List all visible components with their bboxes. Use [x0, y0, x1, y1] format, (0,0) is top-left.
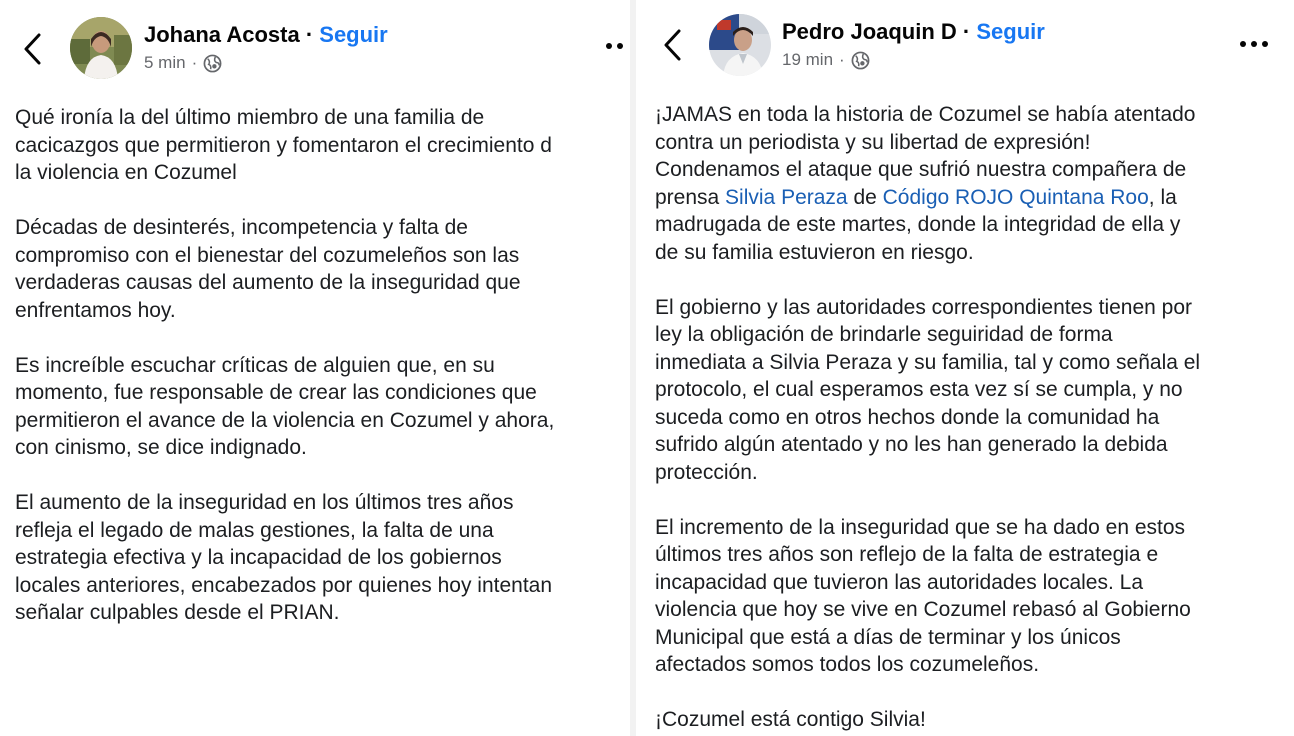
- text-line: El aumento de la inseguridad en los últimos tres años: [15, 491, 514, 514]
- post-text: [15, 104, 554, 627]
- meta-separator: ·: [191, 53, 198, 72]
- text-line: violencia que hoy se vive en Cozumel rebasó al Gobierno: [655, 598, 1191, 621]
- more-options-icon[interactable]: [1236, 39, 1272, 49]
- post-paragraph-3: [655, 514, 1200, 679]
- back-chevron-icon[interactable]: [660, 28, 686, 62]
- post-paragraph-2: [655, 294, 1200, 487]
- text-fragment: , la: [1148, 185, 1177, 209]
- text-line: con cinismo, se dice indignado.: [15, 436, 307, 459]
- text-line: Municipal que está a días de terminar y los únicos: [655, 625, 1121, 649]
- more-options-icon[interactable]: [602, 41, 626, 51]
- post-paragraph-3: [15, 352, 554, 462]
- text-line: momento, fue responsable de crear las condiciones que: [15, 381, 537, 404]
- text-line: señalar culpables desde el PRIAN.: [15, 601, 340, 624]
- text-line: Qué ironía la del último miembro de una familia de: [15, 106, 485, 129]
- right-post-panel: [640, 0, 1294, 736]
- post-meta: [144, 53, 222, 73]
- text-fragment: de: [847, 185, 883, 209]
- author-name[interactable]: Johana Acosta: [144, 22, 300, 47]
- author-name-row: [782, 19, 1045, 45]
- globe-icon: [851, 51, 870, 70]
- text-line: suceda como en otros hechos donde la comunidad ha: [655, 405, 1160, 429]
- text-line: cacicazgos que permitieron y fomentaron el crecimiento d: [15, 133, 552, 157]
- text-line: El incremento de la inseguridad que se ha dado en estos: [655, 515, 1186, 539]
- mention-codigo-rojo-link[interactable]: Código ROJO Quintana Roo: [882, 185, 1149, 209]
- back-chevron-icon[interactable]: [20, 32, 46, 66]
- post-text: [655, 101, 1200, 734]
- text-line: El gobierno y las autoridades correspondientes tienen por: [655, 295, 1193, 319]
- post-meta: [782, 50, 870, 70]
- mention-silvia-peraza-link[interactable]: Silvia Peraza: [725, 185, 848, 209]
- post-paragraph-1: [655, 101, 1200, 266]
- post-paragraph-1: [15, 104, 554, 187]
- text-line: madrugada de este martes, donde la integridad de ella y: [655, 213, 1181, 236]
- follow-button[interactable]: Seguir: [976, 19, 1045, 44]
- text-line: de su familia estuvieron en riesgo.: [655, 240, 974, 264]
- text-line: afectados somos todos los cozumeleños.: [655, 653, 1040, 676]
- text-line: inmediata a Silvia Peraza y su familia, tal y como señala el: [655, 350, 1201, 374]
- text-line: permitieron el avance de la violencia en Cozumel y ahora,: [15, 408, 555, 432]
- text-line: protección.: [655, 460, 758, 484]
- text-line: ¡JAMAS en toda la historia de Cozumel se había atentado: [655, 103, 1196, 126]
- text-line: locales anteriores, encabezados por quienes hoy intentan: [15, 573, 553, 597]
- author-name[interactable]: Pedro Joaquin D: [782, 19, 957, 44]
- text-line: estrategia efectiva y la incapacidad de los gobiernos: [15, 546, 502, 569]
- panel-divider: [630, 0, 636, 736]
- text-line: compromiso con el bienestar del cozumeleños son las: [15, 243, 520, 267]
- globe-icon: [203, 54, 222, 73]
- meta-separator: ·: [839, 50, 845, 69]
- author-avatar[interactable]: [709, 14, 771, 76]
- text-line: Es increíble escuchar críticas de alguien que, en su: [15, 353, 495, 377]
- text-line: enfrentamos hoy.: [15, 298, 176, 322]
- post-time[interactable]: 5 min: [144, 53, 186, 72]
- text-line: Décadas de desinterés, incompetencia y falta de: [15, 216, 468, 239]
- text-line: [655, 186, 1177, 209]
- name-separator: ·: [962, 19, 971, 44]
- text-line: incapacidad que tuvieron las autoridades locales. La: [655, 570, 1143, 594]
- post-paragraph-2: [15, 214, 554, 324]
- text-line: Condenamos el ataque que sufrió nuestra compañera de: [655, 158, 1187, 181]
- author-name-row: [144, 22, 388, 48]
- text-line: últimos tres años son reflejo de la falta de estrategia e: [655, 543, 1159, 566]
- post-paragraph-4: [655, 706, 1200, 734]
- post-paragraph-4: [15, 489, 554, 627]
- name-separator: ·: [305, 22, 314, 47]
- text-line: la violencia en Cozumel: [15, 161, 237, 184]
- text-line: verdaderas causas del aumento de la inseguridad que: [15, 271, 521, 294]
- post-time[interactable]: 19 min: [782, 50, 834, 69]
- text-line: ley la obligación de brindarle seguiridad de forma: [655, 323, 1113, 346]
- text-fragment: prensa: [655, 185, 726, 209]
- left-post-panel: [0, 0, 626, 736]
- follow-button[interactable]: Seguir: [319, 22, 388, 47]
- text-line: refleja el legado de malas gestiones, la falta de una: [15, 518, 494, 542]
- text-line: sufrido algún atentado y no les han generado la debida: [655, 433, 1168, 456]
- author-avatar[interactable]: [70, 17, 132, 79]
- text-line: contra un periodista y su libertad de expresión!: [655, 130, 1091, 154]
- text-line: protocolo, el cual esperamos esta vez sí se cumpla, y no: [655, 378, 1183, 401]
- text-line: ¡Cozumel está contigo Silvia!: [655, 708, 926, 731]
